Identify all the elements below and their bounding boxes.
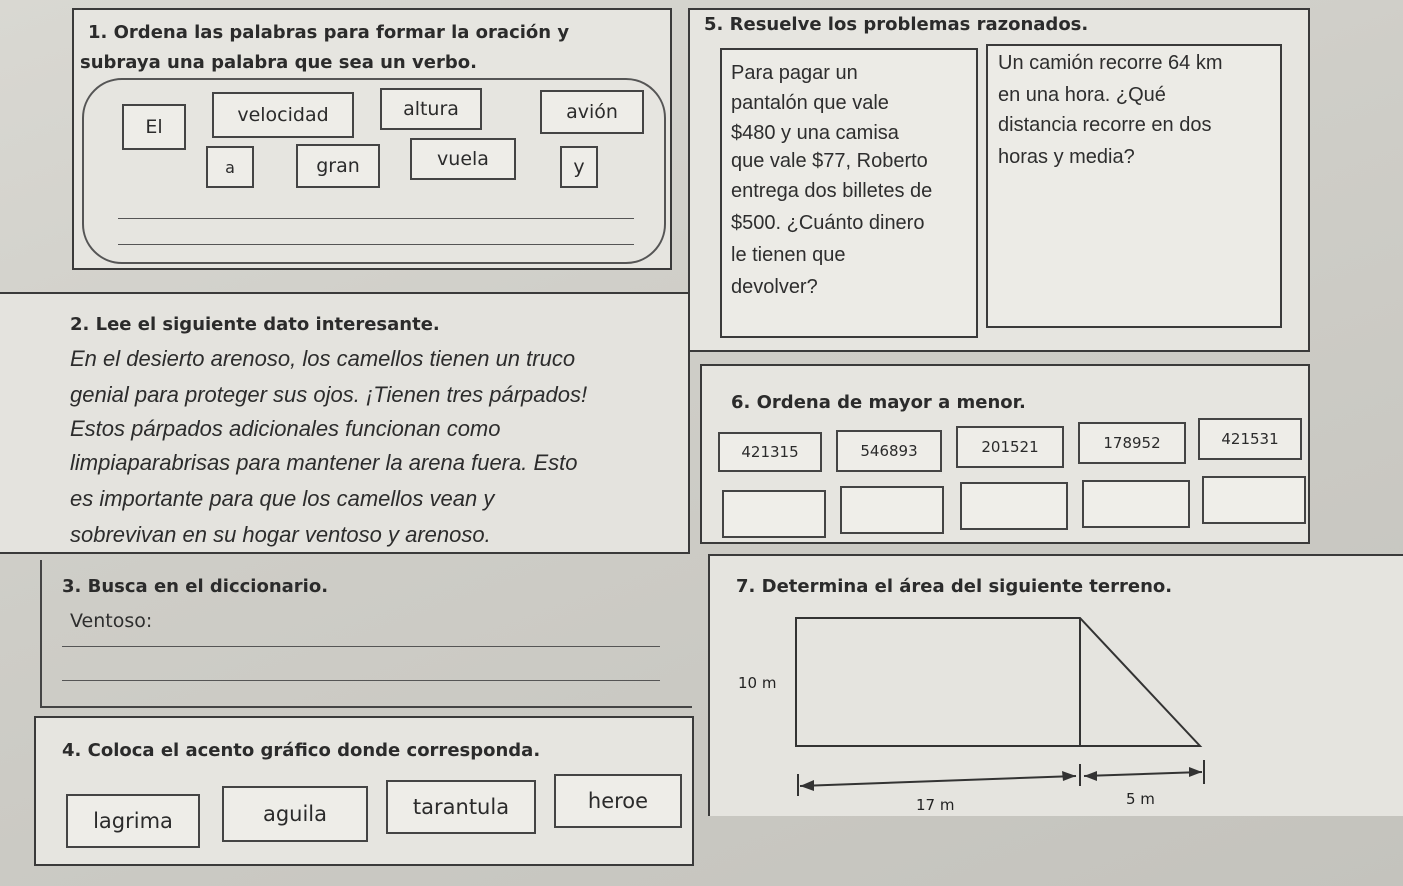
problem-1-line-5: entrega dos billetes de	[731, 180, 933, 202]
number-card[interactable]: 421315	[718, 432, 822, 472]
section-3-heading: 3. Busca en el diccionario.	[62, 576, 329, 597]
order-answer-box[interactable]	[840, 486, 944, 534]
word-card-velocidad[interactable]: velocidad	[212, 92, 354, 138]
arrowhead-left	[1084, 771, 1097, 781]
number-card[interactable]: 546893	[836, 430, 942, 472]
number-card[interactable]: 178952	[1078, 422, 1186, 464]
dimension-line-17m	[800, 776, 1076, 786]
word-card-altura[interactable]: altura	[380, 88, 482, 130]
accent-word-card[interactable]: tarantula	[386, 780, 536, 834]
arrowhead-right	[1062, 771, 1076, 781]
dictionary-word-label: Ventoso:	[70, 610, 153, 632]
word-card-a[interactable]: a	[206, 146, 254, 188]
interesting-fact-line-1: En el desierto arenoso, los camellos tienen un truco	[70, 346, 576, 371]
label-10m: 10 m	[738, 674, 777, 692]
problem-2-line-4: horas y media?	[998, 146, 1135, 168]
section-2-heading: 2. Lee el siguiente dato interesante.	[70, 314, 440, 335]
number-card[interactable]: 201521	[956, 426, 1064, 468]
accent-word-card[interactable]: heroe	[554, 774, 682, 828]
problem-1-line-6: $500. ¿Cuánto dinero	[731, 212, 925, 234]
accent-word-card[interactable]: aguila	[222, 786, 368, 842]
trapezoid-diagram	[730, 610, 1250, 820]
word-card-avion[interactable]: avión	[540, 90, 644, 134]
section-5-heading: 5. Resuelve los problemas razonados.	[704, 14, 1089, 35]
section-3-border	[40, 706, 692, 708]
number-card[interactable]: 421531	[1198, 418, 1302, 460]
order-answer-box[interactable]	[722, 490, 826, 538]
dictionary-answer-line-1[interactable]	[62, 646, 660, 647]
arrowhead-left	[800, 780, 814, 791]
section-6-heading: 6. Ordena de mayor a menor.	[731, 392, 1026, 413]
section-7-heading: 7. Determina el área del siguiente terreno.	[736, 576, 1173, 597]
problem-1-line-7: le tienen que	[731, 244, 846, 266]
order-answer-box[interactable]	[1082, 480, 1190, 528]
trapezoid-shape	[796, 618, 1200, 746]
interesting-fact-line-2: genial para proteger sus ojos. ¡Tienen tres párpados!	[70, 382, 588, 407]
dictionary-answer-line-2[interactable]	[62, 680, 660, 681]
problem-1-line-8: devolver?	[731, 276, 818, 298]
section-1-heading-line1: 1. Ordena las palabras para formar la oración y	[88, 22, 570, 43]
order-answer-box[interactable]	[960, 482, 1068, 530]
word-card-gran[interactable]: gran	[296, 144, 380, 188]
label-5m: 5 m	[1126, 790, 1155, 808]
arrowhead-right	[1189, 767, 1202, 777]
problem-1-line-2: pantalón que vale	[731, 92, 889, 114]
accent-word-card[interactable]: lagrima	[66, 794, 200, 848]
dimension-line-5m	[1084, 772, 1202, 776]
answer-line-1[interactable]	[118, 218, 634, 219]
word-card-el[interactable]: El	[122, 104, 186, 150]
word-card-y[interactable]: y	[560, 146, 598, 188]
problem-2-line-2: en una hora. ¿Qué	[998, 84, 1166, 106]
answer-line-2[interactable]	[118, 244, 634, 245]
word-card-vuela[interactable]: vuela	[410, 138, 516, 180]
problem-1-line-1: Para pagar un	[731, 62, 858, 84]
problem-1-line-4: que vale $77, Roberto	[731, 150, 928, 172]
interesting-fact-line-4: limpiaparabrisas para mantener la arena fuera. Esto	[70, 450, 578, 475]
section-3-left-border	[40, 560, 42, 708]
interesting-fact-line-6: sobrevivan en su hogar ventoso y arenoso.	[70, 522, 491, 547]
section-4-heading: 4. Coloca el acento gráfico donde corresponda.	[62, 740, 541, 761]
problem-2-line-1: Un camión recorre 64 km	[998, 52, 1223, 74]
order-answer-box[interactable]	[1202, 476, 1306, 524]
label-17m: 17 m	[916, 796, 955, 814]
problem-1-line-3: $480 y una camisa	[731, 122, 899, 144]
section-1-heading-line2: subraya una palabra que sea un verbo.	[80, 52, 477, 73]
interesting-fact-line-3: Estos párpados adicionales funcionan como	[70, 416, 501, 441]
interesting-fact-line-5: es importante para que los camellos vean y	[70, 486, 495, 511]
problem-2-line-3: distancia recorre en dos	[998, 114, 1212, 136]
